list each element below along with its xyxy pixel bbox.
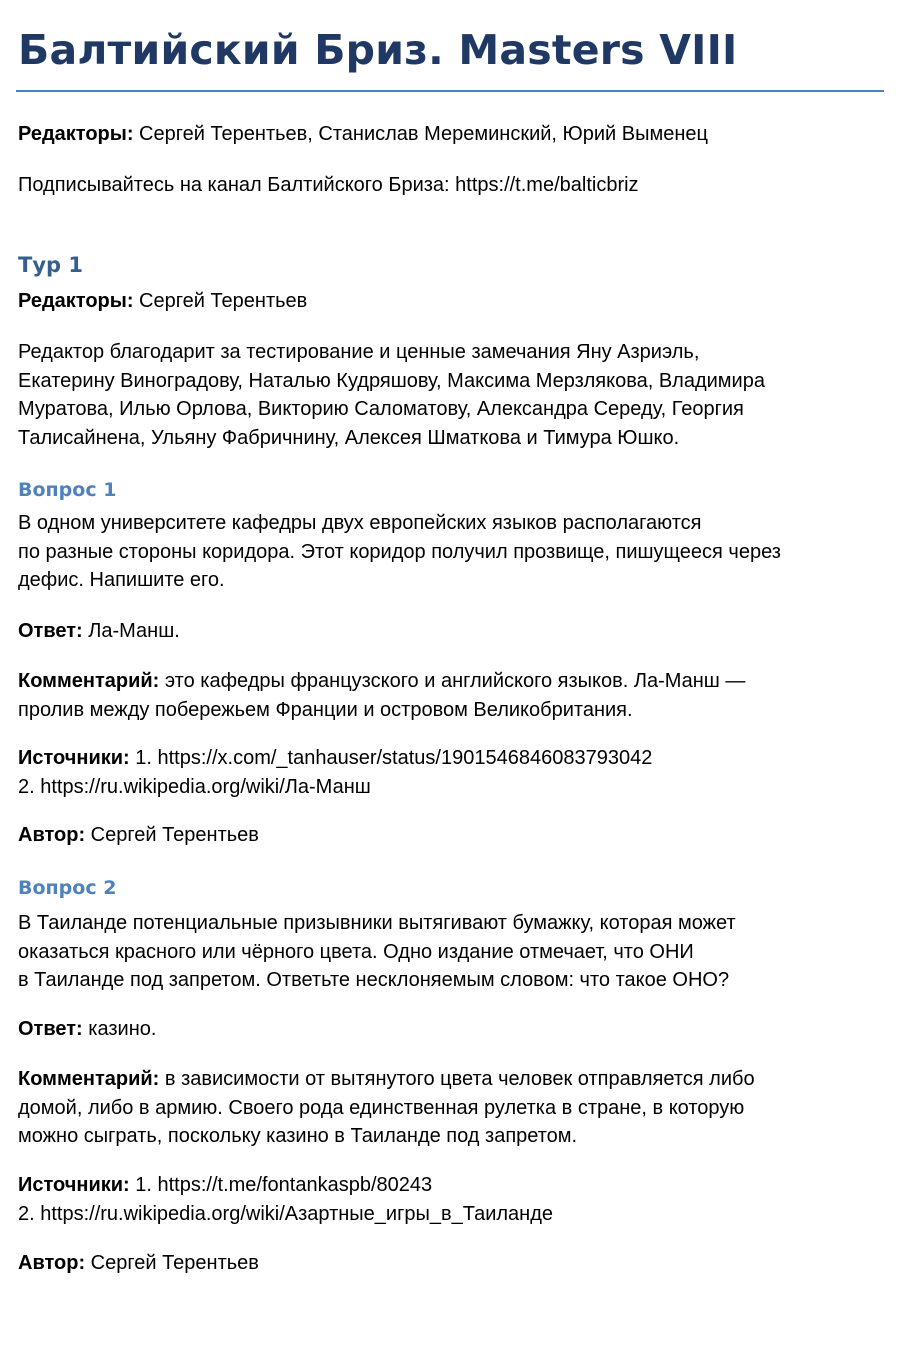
comment-line: в зависимости от вытянутого цвета человек отправляется либо <box>159 1068 755 1090</box>
comment-label: Комментарий: <box>18 670 160 692</box>
tour-heading: Тур 1 <box>18 253 83 277</box>
comment-label: Комментарий: <box>18 1068 160 1090</box>
document-title: Балтийский Бриз. Masters VIII <box>18 26 738 74</box>
source-line: 2. https://ru.wikipedia.org/wiki/Азартные_игры_в_Таиланде <box>18 1202 553 1225</box>
question-2-heading: Вопрос 2 <box>18 877 117 899</box>
question-1-sources <box>18 744 884 801</box>
author-label: Автор: <box>18 1252 86 1274</box>
author-value: Сергей Терентьев <box>85 1252 259 1274</box>
tour-thanks <box>18 338 884 452</box>
thanks-line: Муратова, Илью Орлова, Викторию Саломатову, Александра Середу, Георгия <box>18 398 744 420</box>
question-text-line: по разные стороны коридора. Этот коридор получил прозвище, пишущееся через <box>18 540 781 563</box>
answer-label: Ответ: <box>18 620 83 642</box>
question-text-line: оказаться красного или чёрного цвета. Одно издание отмечает, что ОНИ <box>18 940 694 963</box>
question-1-author <box>18 821 884 850</box>
question-1-answer <box>18 617 884 646</box>
answer-value: казино. <box>82 1018 157 1040</box>
answer-label: Ответ: <box>18 1018 83 1040</box>
comment-line: домой, либо в армию. Своего рода единственная рулетка в стране, в которую <box>18 1096 745 1119</box>
sources-label: Источники: <box>18 747 130 769</box>
question-1-comment <box>18 667 884 724</box>
tour-editors-value: Сергей Терентьев <box>133 290 308 312</box>
thanks-line: Екатерину Виноградову, Наталью Кудряшову, Максима Мерзлякова, Владимира <box>18 369 765 392</box>
question-2-answer <box>18 1015 884 1044</box>
question-2-text <box>18 909 884 995</box>
sources-label: Источники: <box>18 1174 130 1196</box>
question-text-line: В одном университете кафедры двух европейских языков располагаются <box>18 512 702 534</box>
document-editors <box>18 120 884 149</box>
comment-line: можно сыграть, поскольку казино в Таиланде под запретом. <box>18 1125 578 1147</box>
editors-label: Редакторы: <box>18 123 134 145</box>
question-text-line: дефис. Напишите его. <box>18 569 225 591</box>
author-label: Автор: <box>18 824 86 846</box>
question-1-text <box>18 509 884 595</box>
comment-line: пролив между побережьем Франции и островом Великобритания. <box>18 698 633 721</box>
source-line: 1. https://t.me/fontankaspb/80243 <box>129 1174 433 1196</box>
question-2-sources <box>18 1171 884 1228</box>
title-divider <box>16 90 884 92</box>
question-2-comment <box>18 1065 884 1151</box>
editors-value: Сергей Терентьев, Станислав Мереминский, Юрий Выменец <box>133 123 708 145</box>
question-text-line: в Таиланде под запретом. Ответьте несклоняемым словом: что такое ОНО? <box>18 969 730 991</box>
source-line: 1. https://x.com/_tanhauser/status/1901546846083793042 <box>129 747 653 769</box>
tour-editors-label: Редакторы: <box>18 290 134 312</box>
question-text-line: В Таиланде потенциальные призывники вытягивают бумажку, которая может <box>18 912 736 934</box>
question-1-heading: Вопрос 1 <box>18 479 117 501</box>
thanks-line: Талисайнена, Ульяну Фабричнину, Алексея Шматкова и Тимура Юшко. <box>18 426 680 449</box>
author-value: Сергей Терентьев <box>85 824 259 846</box>
question-2-author <box>18 1249 884 1278</box>
tour-editors <box>18 287 884 316</box>
comment-line: это кафедры французского и английского языков. Ла-Манш — <box>159 670 746 692</box>
thanks-line: Редактор благодарит за тестирование и ценные замечания Яну Азриэль, <box>18 341 700 363</box>
answer-value: Ла-Манш. <box>82 620 180 642</box>
subscribe-text: Подписывайтесь на канал Балтийского Бриза: https://t.me/balticbriz <box>18 174 639 196</box>
source-line: 2. https://ru.wikipedia.org/wiki/Ла-Манш <box>18 775 371 798</box>
